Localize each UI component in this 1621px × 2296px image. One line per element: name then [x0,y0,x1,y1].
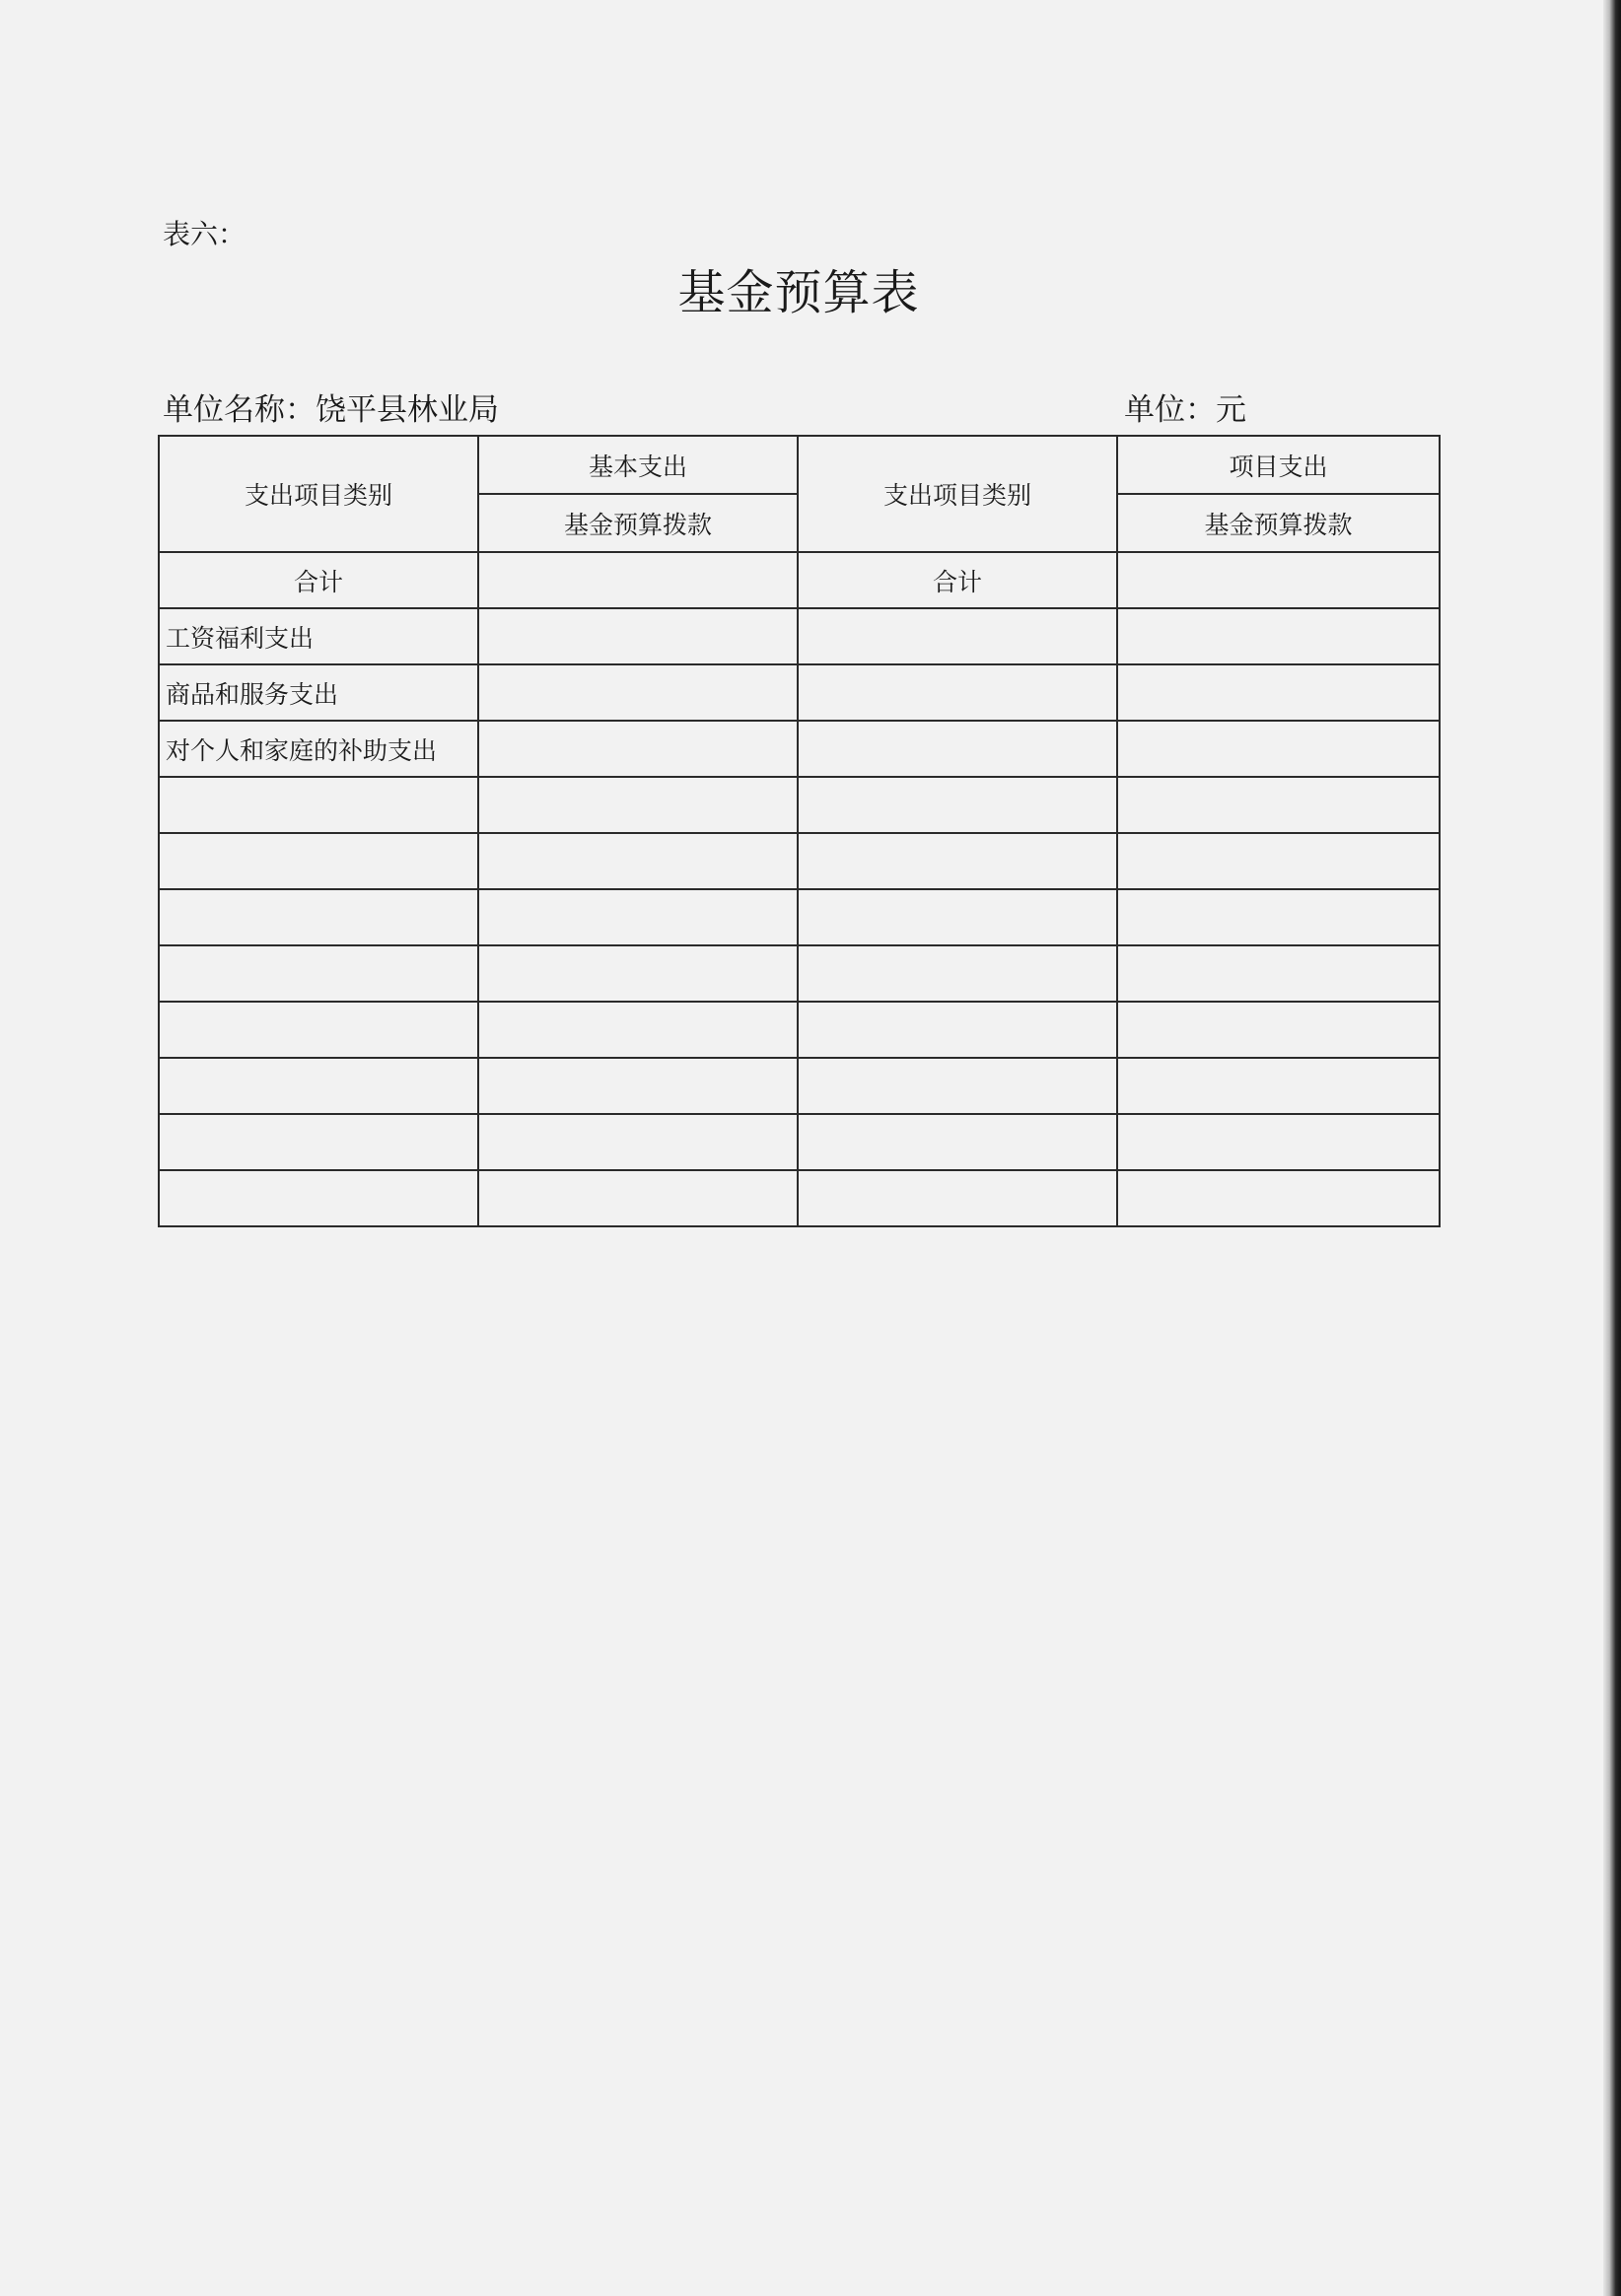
table-number-label: 表六： [163,218,247,250]
page-title: 基金预算表 [677,265,920,320]
table-row [159,1114,1440,1170]
row-project-value [1117,777,1440,833]
total-basic-value [478,552,798,608]
table-row [159,889,1440,945]
total-left-label: 合计 [159,552,478,608]
scanned-page-edge [1603,0,1621,2296]
row-category: 工资福利支出 [159,608,478,664]
row-category [159,889,478,945]
header-right-category: 支出项目类别 [798,436,1117,552]
unit-measure-label: 单位：元 [1124,392,1246,428]
row-category [159,833,478,889]
row-basic-value [478,1002,798,1058]
row-basic-value [478,721,798,777]
row-category [159,777,478,833]
row-right-category [798,945,1117,1002]
header-project-sub: 基金预算拨款 [1117,494,1440,552]
row-right-category [798,1058,1117,1114]
row-project-value [1117,1114,1440,1170]
row-project-value [1117,1058,1440,1114]
row-project-value [1117,664,1440,721]
row-right-category [798,608,1117,664]
row-right-category [798,833,1117,889]
table-row [159,833,1440,889]
row-category [159,1058,478,1114]
row-project-value [1117,1002,1440,1058]
row-basic-value [478,889,798,945]
header-project-group: 项目支出 [1117,436,1440,494]
row-project-value [1117,1170,1440,1226]
row-category [159,1170,478,1226]
total-project-value [1117,552,1440,608]
row-project-value [1117,945,1440,1002]
row-category [159,1114,478,1170]
row-basic-value [478,1114,798,1170]
unit-name-label: 单位名称：饶平县林业局 [163,392,499,428]
row-basic-value [478,664,798,721]
row-category: 对个人和家庭的补助支出 [159,721,478,777]
fund-budget-table [158,435,1441,1227]
row-basic-value [478,777,798,833]
table-row [159,608,1440,664]
row-project-value [1117,889,1440,945]
total-right-label: 合计 [798,552,1117,608]
row-right-category [798,1114,1117,1170]
row-basic-value [478,1170,798,1226]
table-row [159,721,1440,777]
row-basic-value [478,833,798,889]
row-project-value [1117,608,1440,664]
header-row-top [159,436,1440,494]
table-row [159,1002,1440,1058]
row-right-category [798,1170,1117,1226]
header-basic-group: 基本支出 [478,436,798,494]
row-category [159,1002,478,1058]
row-basic-value [478,945,798,1002]
row-project-value [1117,721,1440,777]
table-row [159,777,1440,833]
table-row [159,1170,1440,1226]
row-project-value [1117,833,1440,889]
row-basic-value [478,1058,798,1114]
header-left-category: 支出项目类别 [159,436,478,552]
row-right-category [798,1002,1117,1058]
row-basic-value [478,608,798,664]
row-right-category [798,889,1117,945]
row-category [159,945,478,1002]
total-row [159,552,1440,608]
table-row [159,1058,1440,1114]
table-row [159,945,1440,1002]
row-right-category [798,721,1117,777]
table-row [159,664,1440,721]
row-category: 商品和服务支出 [159,664,478,721]
header-basic-sub: 基金预算拨款 [478,494,798,552]
row-right-category [798,777,1117,833]
row-right-category [798,664,1117,721]
